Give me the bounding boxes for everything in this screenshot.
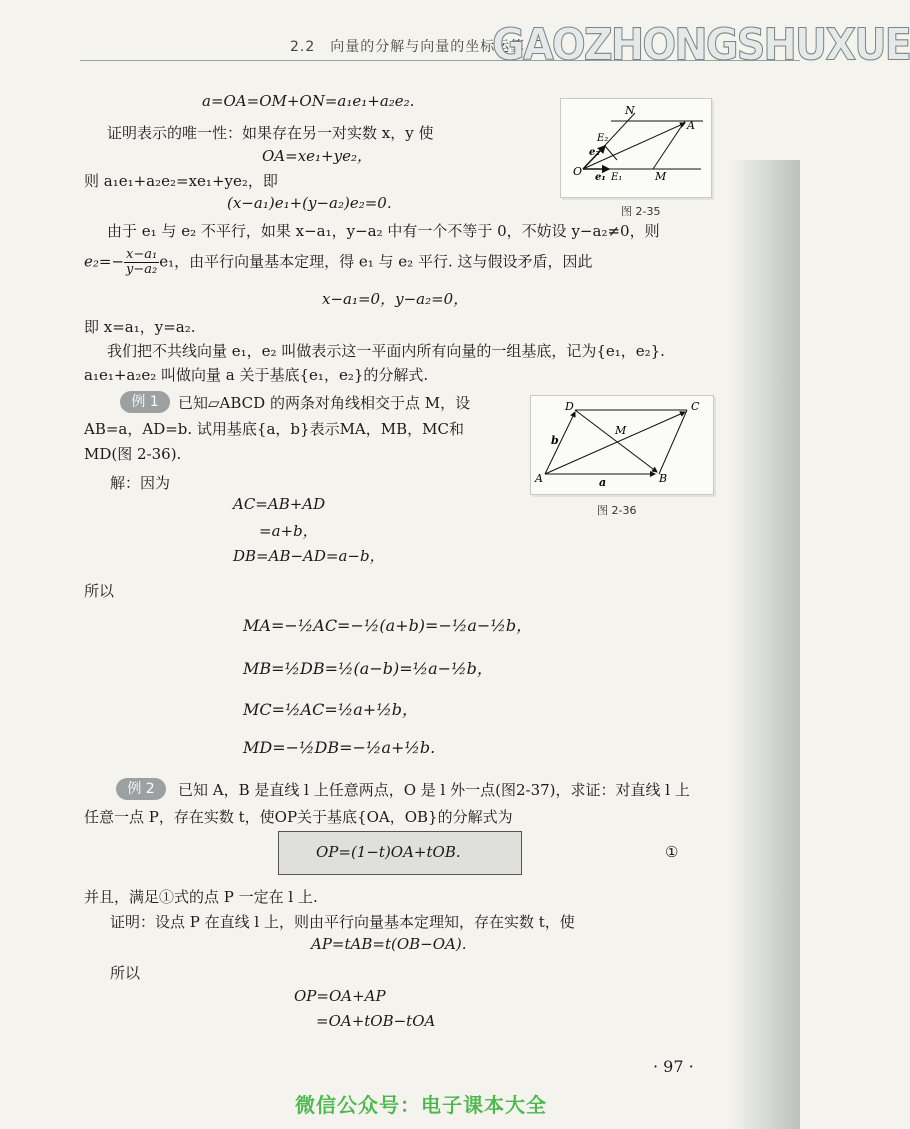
- nonparallel-statement: 由于 e₁ 与 e₂ 不平行，如果 x−a₁，y−a₂ 中有一个不等于 0，不妨设 y−a₂≠0，则: [107, 222, 660, 240]
- label-M: M: [655, 170, 667, 183]
- oa-vector: [583, 123, 685, 169]
- watermark-text: 微信公众号：电子课本大全: [295, 1093, 547, 1117]
- eq-op-expanded: =OA+tOB−tOA: [316, 1012, 436, 1030]
- ac-diagonal: [545, 412, 685, 474]
- conclusion-line: 即 x=a₁，y=a₂.: [84, 318, 196, 336]
- figure-2-36: [530, 395, 714, 495]
- example-2-line-1: 已知 A，B 是直线 l 上任意两点，O 是 l 外一点(图2-37)，求证：对直线 l 上: [178, 781, 690, 799]
- fraction: [124, 248, 159, 277]
- boxed-formula-text: OP=(1−t)OA+tOB.: [316, 843, 461, 861]
- example-2-badge: 例 2: [116, 778, 166, 800]
- header-brand: GAOZHONGSHUXUE: [492, 19, 910, 71]
- formula-number: ①: [665, 843, 679, 861]
- eq-ap: AP=tAB=t(OB−OA).: [311, 935, 467, 953]
- label-A: A: [535, 472, 543, 485]
- eq-oa-decomposition: a=OA=OM+ON=a₁e₁+a₂e₂.: [202, 92, 415, 110]
- label-M: M: [615, 424, 627, 437]
- label-E1: E₁: [611, 172, 623, 183]
- eq-db: DB=AB−AD=a−b，: [233, 547, 385, 565]
- and-statement: 并且，满足①式的点 P 一定在 l 上.: [84, 888, 318, 906]
- eq-oa-alt: OA=xe₁+ye₂，: [262, 147, 372, 165]
- label-e2: e₂: [589, 147, 600, 158]
- eq-difference: (x−a₁)e₁+(y−a₂)e₂=0.: [227, 194, 392, 212]
- label-A: A: [687, 119, 695, 132]
- example-1-line-2: AB=a，AD=b. 试用基底{a，b}表示MA，MB，MC和: [84, 420, 464, 438]
- label-e1: e₁: [595, 172, 606, 183]
- label-E2: E₂: [597, 133, 609, 144]
- figure-2-36-caption: 图 2-36: [597, 504, 637, 517]
- eq-ma: MA=−½AC=−½(a+b)=−½a−½b，: [243, 616, 533, 635]
- proof-line: 证明：设点 P 在直线 l 上，则由平行向量基本定理知，存在实数 t，使: [110, 913, 575, 931]
- label-b: b: [551, 434, 559, 447]
- label-C: C: [691, 400, 700, 413]
- figure-2-36-diagram: [531, 396, 713, 494]
- eq-ac: AC=AB+AD: [233, 495, 326, 513]
- page-header: [0, 0, 910, 72]
- label-a: a: [599, 476, 607, 489]
- fraction-num: x−a₁: [126, 247, 158, 262]
- example-2-line-2: 任意一点 P，存在实数 t，使OP关于基底{OA，OB}的分解式为: [84, 808, 513, 826]
- e2-eq: e₂=−: [84, 252, 125, 271]
- eq-zero: x−a₁=0，y−a₂=0，: [322, 290, 469, 308]
- therefore-label-2: 所以: [110, 964, 141, 982]
- label-N: N: [625, 104, 635, 117]
- figure-2-35-caption: 图 2-35: [621, 205, 661, 218]
- eq-op: OP=OA+AP: [294, 987, 386, 1005]
- decomposition-definition: a₁e₁+a₂e₂ 叫做向量 a 关于基底{e₁，e₂}的分解式.: [84, 366, 429, 384]
- eq-mb: MB=½DB=½(a−b)=½a−½b，: [243, 659, 493, 678]
- eq-mc: MC=½AC=½a+½b，: [243, 700, 418, 719]
- section-title: 2.2 向量的分解与向量的坐标运算: [290, 36, 543, 56]
- solution-label: 解：因为: [110, 474, 171, 492]
- contradiction-text: e₁，由平行向量基本定理，得 e₁ 与 e₂ 平行. 这与假设矛盾，因此: [159, 252, 593, 271]
- therefore-label: 所以: [84, 582, 115, 600]
- label-O: O: [573, 165, 583, 178]
- then-line: 则 a₁e₁+a₂e₂=xe₁+ye₂，即: [84, 172, 278, 190]
- example-1-line-3: MD(图 2-36).: [84, 445, 182, 463]
- e2-expression-line: [84, 248, 593, 277]
- label-B: B: [659, 472, 668, 485]
- page-number: · 97 ·: [653, 1057, 694, 1076]
- label-D: D: [565, 400, 574, 413]
- figure-2-35: [560, 98, 712, 198]
- eq-md: MD=−½DB=−½a+½b.: [243, 738, 436, 757]
- uniqueness-statement: 证明表示的唯一性：如果存在另一对实数 x，y 使: [107, 124, 434, 142]
- figure-2-35-diagram: [561, 99, 711, 197]
- example-1-badge: 例 1: [120, 391, 170, 413]
- slant-line: [653, 121, 685, 169]
- ad-vector: [545, 412, 575, 474]
- fraction-den: y−a₂: [126, 262, 158, 277]
- eq-ac-sum: =a+b，: [259, 522, 318, 540]
- example-1-line-1: 已知▱ABCD 的两条对角线相交于点 M，设: [178, 394, 471, 412]
- basis-definition: 我们把不共线向量 e₁，e₂ 叫做表示这一平面内所有向量的一组基底，记为{e₁，e₂}.: [107, 342, 665, 360]
- side-strip: [730, 160, 800, 1129]
- db-diagonal: [575, 410, 657, 472]
- cb-side: [659, 410, 687, 474]
